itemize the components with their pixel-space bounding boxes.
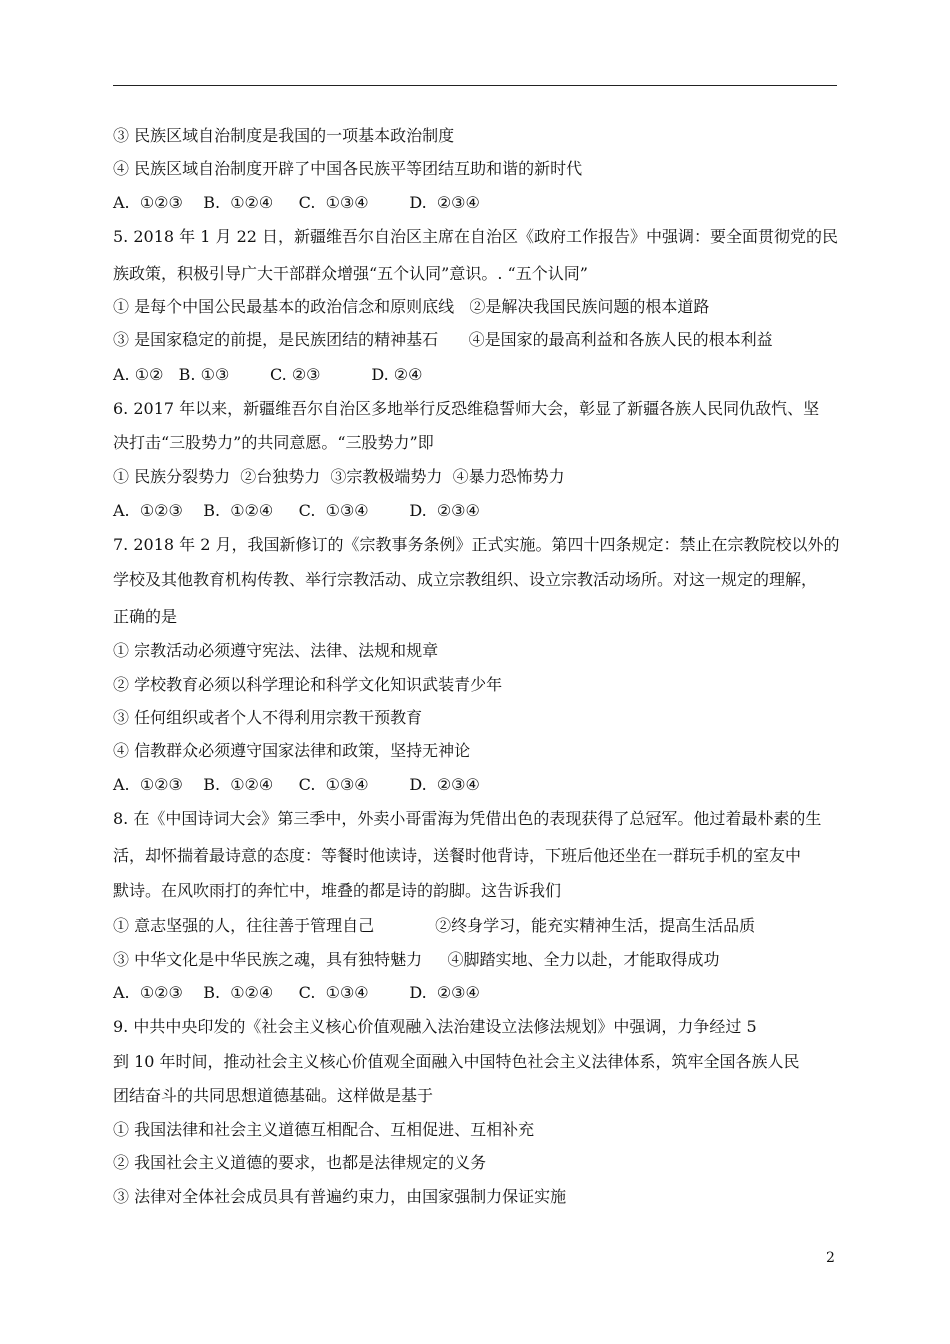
text-line: 5. 2018 年 1 月 22 日，新疆维吾尔自治区主席在自治区《政府工作报告》中强调：要全面贯彻党的民 [113, 227, 839, 246]
text-line: 正确的是 [113, 607, 178, 626]
text-line: ④ 信教群众必须遵守国家法律和政策，坚持无神论 [113, 741, 471, 760]
text-line: 学校及其他教育机构传教、举行宗教活动、成立宗教组织、设立宗教活动场所。对这一规定的理解， [113, 570, 818, 589]
text-line: ③ 任何组织或者个人不得利用宗教干预教育 [113, 708, 423, 727]
text-line: ① 是每个中国公民最基本的政治信念和原则底线 ②是解决我国民族问题的根本道路 [113, 297, 710, 316]
text-line: ③ 是国家稳定的前提，是民族团结的精神基石 ④是国家的最高利益和各族人民的根本利益 [113, 330, 773, 349]
text-line: 团结奋斗的共同思想道德基础。这样做是基于 [113, 1086, 434, 1105]
text-line: 9. 中共中央印发的《社会主义核心价值观融入法治建设立法修法规划》中强调，力争经过 5 [113, 1017, 757, 1036]
text-line: A. ①②③ B. ①②④ C. ①③④ D. ②③④ [113, 193, 480, 212]
text-line: ① 宗教活动必须遵守宪法、法律、法规和规章 [113, 641, 439, 660]
text-line: 活，却怀揣着最诗意的态度：等餐时他读诗，送餐时他背诗，下班后他还坐在一群玩手机的室友中 [113, 846, 802, 865]
text-line: ① 民族分裂势力 ②台独势力 ③宗教极端势力 ④暴力恐怖势力 [113, 467, 565, 486]
text-line: ② 学校教育必须以科学理论和科学文化知识武装青少年 [113, 675, 503, 694]
text-line: ① 我国法律和社会主义道德互相配合、互相促进、互相补充 [113, 1120, 535, 1139]
text-line: 到 10 年时间，推动社会主义核心价值观全面融入中国特色社会主义法律体系，筑牢全国各族人民 [113, 1052, 800, 1071]
text-line: A. ①②③ B. ①②④ C. ①③④ D. ②③④ [113, 983, 480, 1002]
text-line: ④ 民族区域自治制度开辟了中国各民族平等团结互助和谐的新时代 [113, 159, 583, 178]
text-line: ① 意志坚强的人，往往善于管理自己 ②终身学习，能充实精神生活，提高生活品质 [113, 916, 756, 935]
text-line: 8. 在《中国诗词大会》第三季中，外卖小哥雷海为凭借出色的表现获得了总冠军。他过着最朴素的生 [113, 809, 822, 828]
header-rule [113, 85, 837, 86]
text-line: ③ 法律对全体社会成员具有普遍约束力，由国家强制力保证实施 [113, 1187, 567, 1206]
text-line: 族政策，积极引导广大干部群众增强“五个认同”意识。. “五个认同” [113, 264, 588, 283]
text-line: 默诗。在风吹雨打的奔忙中，堆叠的都是诗的韵脚。这告诉我们 [113, 881, 562, 900]
text-line: A. ①② B. ①③ C. ②③ D. ②④ [113, 365, 423, 384]
text-line: A. ①②③ B. ①②④ C. ①③④ D. ②③④ [113, 775, 480, 794]
text-line: ② 我国社会主义道德的要求，也都是法律规定的义务 [113, 1153, 487, 1172]
text-line: ③ 中华文化是中华民族之魂，具有独特魅力 ④脚踏实地、全力以赴，才能取得成功 [113, 950, 720, 969]
page-number: 2 [826, 1250, 835, 1266]
text-line: 6. 2017 年以来，新疆维吾尔自治区多地举行反恐维稳誓师大会，彰显了新疆各族人民同仇敌忾、坚 [113, 399, 820, 418]
text-line: 决打击“三股势力”的共同意愿。“三股势力”即 [113, 433, 434, 452]
text-line: A. ①②③ B. ①②④ C. ①③④ D. ②③④ [113, 501, 480, 520]
text-line: ③ 民族区域自治制度是我国的一项基本政治制度 [113, 126, 455, 145]
text-line: 7. 2018 年 2 月，我国新修订的《宗教事务条例》正式实施。第四十四条规定：禁止在宗教院校以外的 [113, 535, 840, 554]
